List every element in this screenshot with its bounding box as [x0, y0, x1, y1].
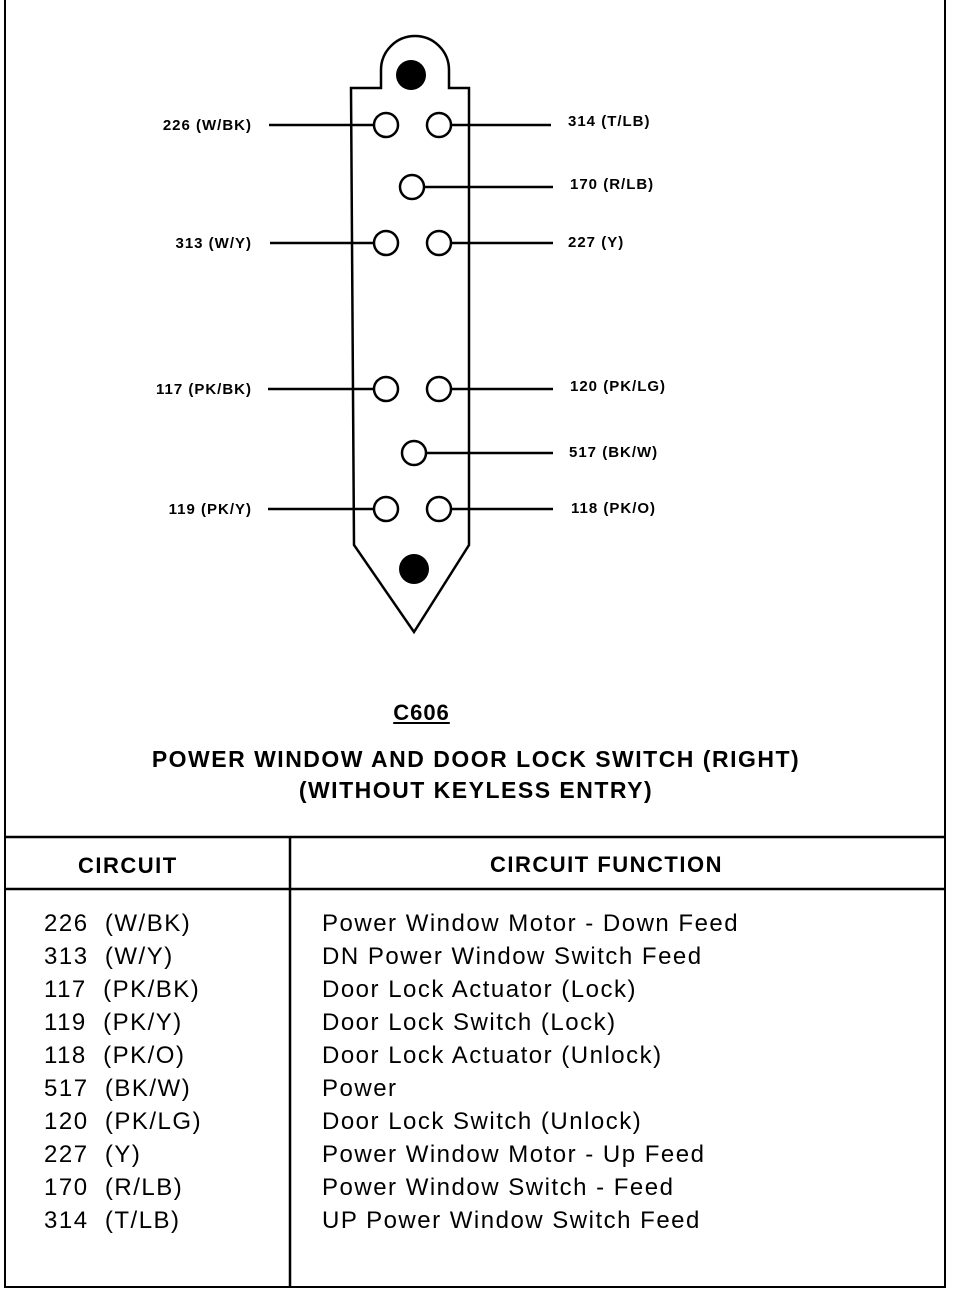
- pin-label-left: 313 (W/Y): [175, 235, 252, 252]
- pin-314: [427, 113, 451, 137]
- table-row-function: UP Power Window Switch Feed: [322, 1207, 701, 1234]
- pin-label-right: 227 (Y): [568, 234, 625, 251]
- pin-label-right: 118 (PK/O): [571, 500, 657, 517]
- pin-label-left: 226 (W/BK): [162, 117, 252, 134]
- pin-170: [400, 175, 424, 199]
- pin-118: [427, 497, 451, 521]
- table-row-function: Power: [322, 1075, 398, 1102]
- table-row-function: DN Power Window Switch Feed: [322, 943, 703, 970]
- table-row-circuit: 517 (BK/W): [44, 1075, 192, 1102]
- table-row-function: Door Lock Actuator (Unlock): [322, 1042, 663, 1069]
- pin-label-right: 517 (BK/W): [569, 444, 659, 461]
- circuit-column-header: CIRCUIT: [78, 853, 178, 878]
- table-row-function: Power Window Motor - Down Feed: [322, 910, 740, 937]
- table-row-circuit: 313 (W/Y): [44, 943, 174, 970]
- connector-title: POWER WINDOW AND DOOR LOCK SWITCH (RIGHT): [151, 746, 801, 772]
- connector-subtitle: (WITHOUT KEYLESS ENTRY): [298, 777, 654, 803]
- pin-517: [402, 441, 426, 465]
- pin-label-left: 119 (PK/Y): [168, 501, 252, 518]
- connector-id: C606: [393, 700, 450, 725]
- pin-label-right: 120 (PK/LG): [570, 378, 667, 395]
- pin-label-right: 314 (T/LB): [568, 113, 651, 130]
- table-row-function: Door Lock Actuator (Lock): [322, 976, 637, 1003]
- table-row-function: Power Window Motor - Up Feed: [322, 1141, 706, 1168]
- pin-119: [374, 497, 398, 521]
- pin-117: [374, 377, 398, 401]
- pin-313: [374, 231, 398, 255]
- table-row-function: Door Lock Switch (Lock): [322, 1009, 617, 1036]
- table-row-circuit: 119 (PK/Y): [44, 1009, 183, 1036]
- pin-226: [374, 113, 398, 137]
- table-row-function: Door Lock Switch (Unlock): [322, 1108, 643, 1135]
- table-row-circuit: 117 (PK/BK): [44, 976, 201, 1003]
- pin-label-right: 170 (R/LB): [570, 176, 655, 193]
- table-row-circuit: 227 (Y): [44, 1141, 142, 1168]
- table-row-circuit: 170 (R/LB): [44, 1174, 184, 1201]
- table-row-function: Power Window Switch - Feed: [322, 1174, 675, 1201]
- pin-120: [427, 377, 451, 401]
- mounting-hole-top: [396, 60, 426, 90]
- table-row-circuit: 118 (PK/O): [44, 1042, 186, 1069]
- pin-label-left: 117 (PK/BK): [155, 381, 252, 398]
- function-column-header: CIRCUIT FUNCTION: [490, 852, 723, 877]
- pin-227: [427, 231, 451, 255]
- table-row-circuit: 314 (T/LB): [44, 1207, 181, 1234]
- mounting-hole-bottom: [399, 554, 429, 584]
- table-row-circuit: 226 (W/BK): [44, 910, 192, 937]
- table-row-circuit: 120 (PK/LG): [44, 1108, 203, 1135]
